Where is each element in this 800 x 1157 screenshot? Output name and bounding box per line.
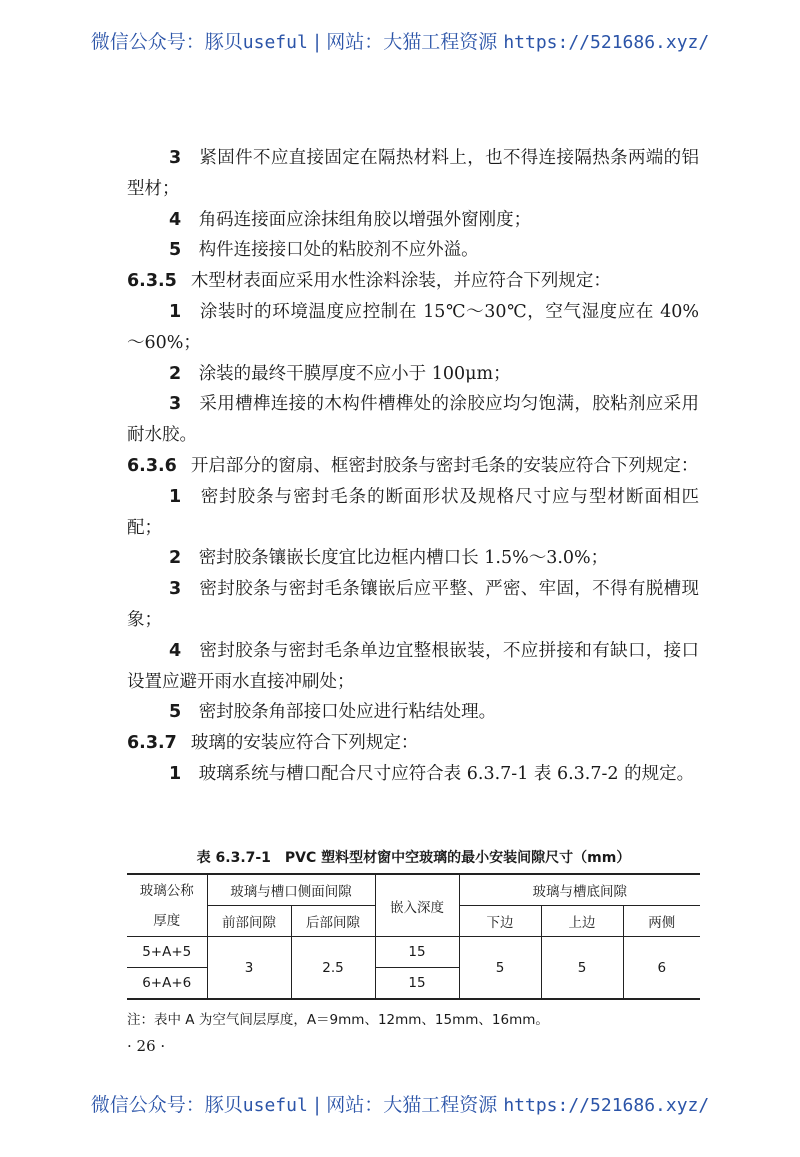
- cell-thickness: 5+A+5: [127, 937, 207, 968]
- clause-item: [127, 297, 699, 359]
- clause-item: [127, 143, 699, 205]
- header-down: 下边: [459, 906, 541, 937]
- item-number: 5: [169, 240, 182, 261]
- cell-both: 6: [623, 937, 700, 1000]
- header-front: 前部间隙: [207, 906, 291, 937]
- clause-item: [127, 482, 699, 544]
- section-text: 玻璃的安装应符合下列规定：: [190, 733, 419, 754]
- body-text: [127, 143, 699, 790]
- watermark-prefix: 微信公众号：豚贝: [90, 31, 243, 53]
- cell-front: 3: [207, 937, 291, 1000]
- watermark-bottom: [0, 1090, 800, 1117]
- watermark-useful: useful: [242, 32, 308, 53]
- item-text: 构件连接接口处的粘胶剂不应外溢。: [198, 240, 479, 261]
- item-number: 4: [169, 209, 182, 230]
- item-text: 密封胶条镶嵌长度宜比边框内槽口长 1.5%～3.0%；: [198, 548, 609, 569]
- cell-depth: 15: [375, 968, 459, 1000]
- clause-item: [127, 359, 699, 390]
- watermark-site: | 网站：大猫工程资源: [307, 31, 504, 53]
- item-text: 密封胶条与密封毛条单边宜整根嵌装，不应拼接和有缺口，接口设置应避开雨水直接冲刷处；: [127, 640, 700, 692]
- item-text: 密封胶条角部接口处应进行粘结处理。: [198, 702, 497, 723]
- item-number: 4: [169, 640, 182, 661]
- item-text: 涂装时的环境温度应控制在 15℃～30℃，空气湿度应在 40%～60%；: [127, 301, 699, 353]
- header-side-gap: 玻璃与槽口侧面间隙: [207, 874, 375, 906]
- item-number: 1: [169, 486, 182, 507]
- header-thickness: 玻璃公称厚度: [127, 874, 207, 937]
- item-text: 涂装的最终干膜厚度不应小于 100μm；: [198, 363, 511, 384]
- cell-thickness: 6+A+6: [127, 968, 207, 1000]
- section-clause: [127, 266, 699, 297]
- gap-table: [127, 873, 700, 1000]
- section-clause: [127, 728, 699, 759]
- section-clause: [127, 451, 699, 482]
- header-back: 后部间隙: [291, 906, 375, 937]
- table-header-row: [127, 874, 700, 906]
- watermark-prefix: 微信公众号：豚贝: [90, 1094, 243, 1116]
- header-both: 两侧: [623, 906, 700, 937]
- cell-back: 2.5: [291, 937, 375, 1000]
- watermark-useful: useful: [242, 1095, 308, 1116]
- section-number: 6.3.5: [127, 271, 177, 292]
- clause-item: [127, 574, 699, 636]
- clause-item: [127, 636, 699, 698]
- item-number: 3: [169, 148, 182, 168]
- header-depth: 嵌入深度: [375, 874, 459, 937]
- table-row: [127, 937, 700, 968]
- cell-up: 5: [541, 937, 623, 1000]
- item-text: 密封胶条与密封毛条镶嵌后应平整、严密、牢固，不得有脱槽现象；: [127, 579, 700, 630]
- cell-down: 5: [459, 937, 541, 1000]
- item-number: 5: [169, 702, 182, 723]
- header-bottom-gap: 玻璃与槽底间隙: [459, 874, 700, 906]
- section-number: 6.3.7: [127, 733, 177, 754]
- watermark-top: [0, 27, 800, 54]
- clause-item: [127, 759, 699, 790]
- clause-item: [127, 205, 699, 236]
- clause-item: [127, 389, 699, 451]
- item-number: 3: [169, 579, 182, 600]
- section-number: 6.3.6: [127, 455, 177, 476]
- item-number: 1: [169, 763, 182, 784]
- cell-depth: 15: [375, 937, 459, 968]
- section-text: 木型材表面应采用水性涂料涂装，并应符合下列规定：: [190, 271, 611, 292]
- table-note: 注：表中 A 为空气间层厚度，A＝9mm、12mm、15mm、16mm。: [127, 1012, 549, 1028]
- table-title: 表 6.3.7-1 PVC 塑料型材窗中空玻璃的最小安装间隙尺寸（mm）: [196, 850, 631, 866]
- clause-item: [127, 697, 699, 728]
- item-text: 密封胶条与密封毛条的断面形状及规格尺寸应与型材断面相匹配；: [127, 486, 700, 538]
- item-number: 3: [169, 394, 182, 415]
- clause-item: [127, 543, 699, 574]
- item-text: 玻璃系统与槽口配合尺寸应符合表 6.3.7-1 表 6.3.7-2 的规定。: [198, 763, 695, 784]
- watermark-url: https://521686.xyz/: [503, 1095, 710, 1116]
- item-text: 角码连接面应涂抹组角胶以增强外窗刚度；: [198, 209, 532, 230]
- item-number: 1: [169, 301, 182, 322]
- clause-item: [127, 235, 699, 266]
- item-text: 紧固件不应直接固定在隔热材料上，也不得连接隔热条两端的铝型材；: [127, 148, 700, 199]
- item-number: 2: [169, 548, 182, 569]
- section-text: 开启部分的窗扇、框密封胶条与密封毛条的安装应符合下列规定：: [190, 455, 699, 476]
- header-up: 上边: [541, 906, 623, 937]
- item-text: 采用槽榫连接的木构件槽榫处的涂胶应均匀饱满，胶粘剂应采用耐水胶。: [127, 394, 700, 446]
- page-number: · 26 ·: [127, 1037, 166, 1055]
- watermark-url: https://521686.xyz/: [503, 32, 710, 53]
- item-number: 2: [169, 363, 182, 384]
- watermark-site: | 网站：大猫工程资源: [307, 1094, 504, 1116]
